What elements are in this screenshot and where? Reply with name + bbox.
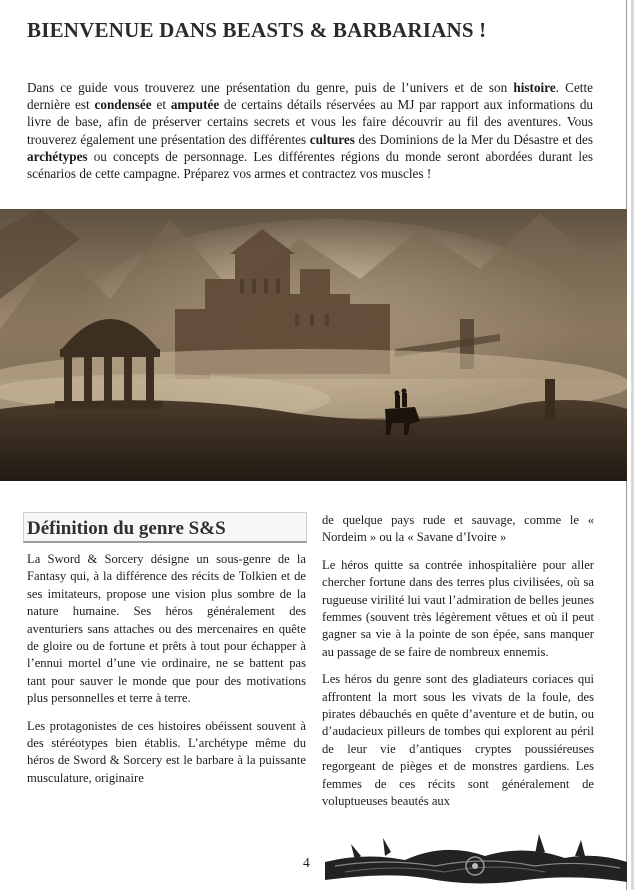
page-number: 4 <box>303 855 310 870</box>
intro-text-1: Dans ce guide vous trouverez une présentation du genre, puis de l’univers et de son <box>27 80 514 95</box>
right-column <box>322 512 594 821</box>
intro-text-3: et <box>151 97 171 113</box>
intro-text-4: de certains détails réservées au MJ par rapport aux informations du livre de base, afin de préserver certains secrets et vous les faire découvrir au fil des aventures. Vous trouverez également une présentation des différentes <box>27 97 594 147</box>
page-title: BIENVENUE DANS BEASTS & BARBARIANS ! <box>27 18 487 42</box>
intro-bold-archetypes: archétypes <box>27 148 88 164</box>
intro-bold-amputee: amputée <box>170 97 220 113</box>
left-column <box>27 551 306 797</box>
intro-bold-condensee: condensée <box>94 97 152 113</box>
right-paragraph-1: de quelque pays rude et sauvage, comme le « Nordeim » ou la « Savane d’Ivoire » <box>322 513 594 545</box>
right-paragraph-3: Les héros du genre sont des gladiateurs coriaces qui affrontent la mort sous les vivats de la foule, des pirates débauchés en quête d’aventure et de butin, ou d’audacieux pilleurs de tombes qui explorent au péril de leur vie d’antiques cryptes poussiéreuses regorgeant de pièges et de monstres gardiens. Les femmes de ces récits sont généralement de voluptueuses beautés aux <box>322 672 594 809</box>
left-paragraph-2: Les protagonistes de ces histoires obéissent souvent à des stéréotypes bien établis. L’archétype même du héros de Sword & Sorcery est le barbare à la puissante musculature, originaire <box>27 718 306 785</box>
intro-paragraph <box>27 79 593 182</box>
dragon-ornament-icon <box>325 822 627 890</box>
intro-bold-cultures: cultures <box>309 131 355 147</box>
intro-text-6: ou concepts de personnage. Les différentes régions du monde seront abordées durant les scénarios de cette campagne. Préparez vos armes et contractez vos muscles ! <box>27 148 593 182</box>
intro-bold-histoire: histoire <box>513 80 556 95</box>
section-title: Définition du genre S&S <box>27 518 226 539</box>
fantasy-city-illustration <box>0 209 627 481</box>
intro-text-5: des Dominions de la Mer du Désastre et des <box>354 131 594 147</box>
right-paragraph-2: Le héros quitte sa contrée inhospitalière pour aller chercher fortune dans des terres plus civilisées, où sa rugueuse virilité lui vaut l’admiration de belles jeunes femmes (souvent très légèrement vêtues et où il peut gagner sa vie à la pointe de son épée, sans manquer au passage de se faire de nombreux ennemis. <box>322 557 594 659</box>
left-paragraph-1: La Sword & Sorcery désigne un sous-genre de la Fantasy qui, à la différence des récits de Tolkien et de ses imitateurs, propose une vision plus sombre de la nature humaine. Ses héros généralement des aventuriers sans attaches ou des mercenaires en quête de gloire ou de fortune et prêts à tout pour échapper à l’ennui mortel d’une vie ordinaire, ne se battent pas tant pour sauver le monde que pour des motivations plus personnelles et terre à terre. <box>27 552 306 706</box>
intro-text-2: . Cette dernière est <box>27 80 593 113</box>
